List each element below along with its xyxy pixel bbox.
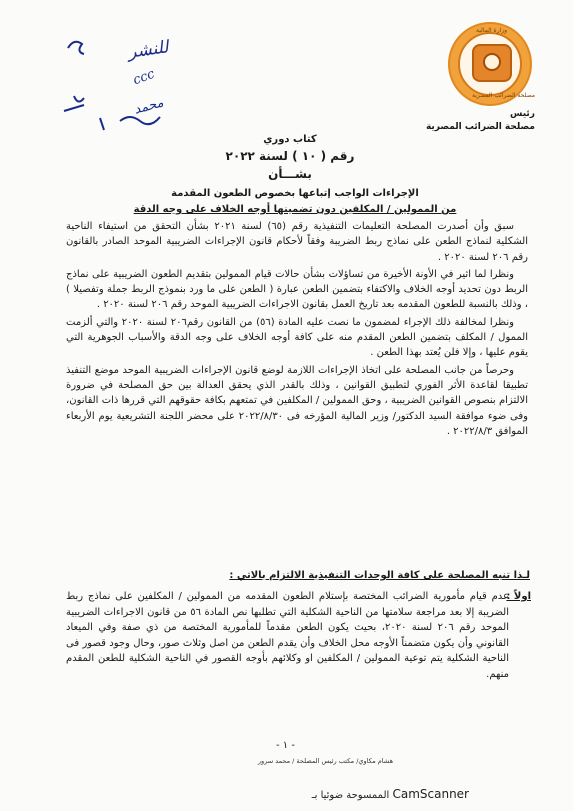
title-block — [90, 132, 490, 183]
paragraph-1: سبق وأن أصدرت المصلحة التعليمات التنفيذية رقم (٦٥) لسنة ٢٠٢١ بشأن التحقق من استيفاء الناحية الشكلية لنماذج الطعن على نماذج ربط الضريبة وفقاً لأحكام قانون الإجراءات الضريبية الموحد الصادر بالقانون رقم ٢٠٦ لسنة ٢٠٢٠ . — [66, 221, 528, 263]
issuer-block — [426, 108, 535, 134]
scanner-prefix: الممسوحة ضوئيا بـ — [311, 790, 390, 801]
item-text: عدم قيام مأمورية الضرائب المختصة بإستلام الطعون المقدمه من الممولين / المكلفين على نماذج ربط الضريبة إلا بعد مراجعة سلامتها من الناحية الشكلية التي تطلبها نص المادة ٥٦ من قانون الاجراءات الضريبية الموحد رقم ٢٠٦ لسنة ٢٠٢٠، بحيث يكون الطعن مقدماً للمأمورية المختصة من ذي صفة وفي الميعاد القانوني وأن يكون متضمناً الأوجه محل الخلاف وأن يقدم الطعن من اصل وثلاث صور، وحال وجود قصور فى الناحية الشكلية يتم توعية الممولين / المكلفين او وكلائهم بأوجه القصور في الناحية الشكلية للطعن المقدم منهم. — [66, 591, 509, 680]
document-body — [66, 219, 528, 441]
footer-reference: هشام مكاوي/ مكتب رئيس المصلحة / محمد سرور — [257, 757, 393, 765]
emblem-icon — [472, 44, 512, 82]
issuer-org: مصلحة الضرائب المصرية — [425, 122, 535, 132]
directive-heading: لـذا تنبه المصلحة على كافة الوحدات التنفيذية الالتزام بالاتي : — [229, 570, 530, 581]
subject-line-2: من الممولين / المكلفين دون تضمينها أوجه الخلاف على وجه الدقة — [133, 204, 457, 215]
handwritten-signature: محمد — [132, 95, 166, 118]
paragraph-2: ونظرا لما اثير في الأونة الأخيرة من تساؤلات بشأن حالات قيام الممولين بتقديم الطعون الضريبية على نماذج الربط دون تحديد أوجه الخلاف والاكتفاء بتضمين الطعن عبارة ( الطعن على ما ورد بنموذج الربط جملة وتفصيلا ) ، وذلك بالنسبة للطعون المقدمه بعد تاريخ العمل بقانون الاجراءات الضريبية الموحد رقم ٢٠٦ لسنة ٢٠٢٠ . — [66, 268, 528, 311]
tax-authority-logo — [448, 22, 535, 106]
concerning-label: بشـــأن — [268, 167, 312, 181]
paragraph-4: وحرصاً من جانب المصلحة على اتخاذ الإجراءات اللازمة لوضع قانون الإجراءات الضريبية الموحد موضع التنفيذ تطبيقا لقاعدة الأثر الفوري لتطبيق القوانين ، وذلك بالقدر الذي يحقق العدالة بين حق المصلحة في ضرورة الالتزام بنصوص القوانين الضريبية ، وحق الممولين / المكلفين في تمتعهم بكافة حقوقهم التي قررها ذات القانون، وفى ضوء موافقة السيد الدكتور/ وزير المالية المؤرخه فى ٢٠٢٢/٨/٣٠ على محضر اللجنة التشريعية يوم الأربعاء الموافق ٢٠٢٢/٨/٣ . — [66, 364, 528, 437]
logo-text-bottom: مصلحة الضرائب المصرية — [472, 92, 535, 99]
document-type: كتاب دوري — [263, 134, 317, 145]
directive-item-1 — [66, 589, 531, 682]
subject-line-1: الإجراءات الواجب إتباعها بخصوص الطعون المقدمة — [171, 188, 419, 199]
handwritten-line-2: ccc — [131, 66, 157, 89]
page-number: - ١ - — [276, 740, 295, 751]
handwritten-line-1: للنشر — [126, 37, 170, 63]
scanner-watermark — [312, 787, 469, 801]
paragraph-3: ونظرا لمخالفة ذلك الإجراء لمضمون ما نصت عليه المادة (٥٦) من القانون رقم٢٠٦ لسنة ٢٠٢٠ والتي ألزمت الممول / المكلف بتضمين الطعن المقدم منه على كافة أوجه الخلاف على وجه الدقة والأسباب الجوهرية التي يقوم عليها ، وإلا فلن يُعتد بهذا الطعن . — [66, 316, 528, 359]
item-label: اولاً : — [506, 591, 531, 602]
document-number: رقم ( ١٠ ) لسنة ٢٠٢٢ — [225, 149, 355, 163]
issuer-title: رئيس — [510, 109, 535, 119]
handwritten-annotation — [60, 26, 200, 136]
logo-text-top: وزارة المالية — [476, 27, 508, 34]
scanner-brand: CamScanner — [392, 787, 469, 801]
